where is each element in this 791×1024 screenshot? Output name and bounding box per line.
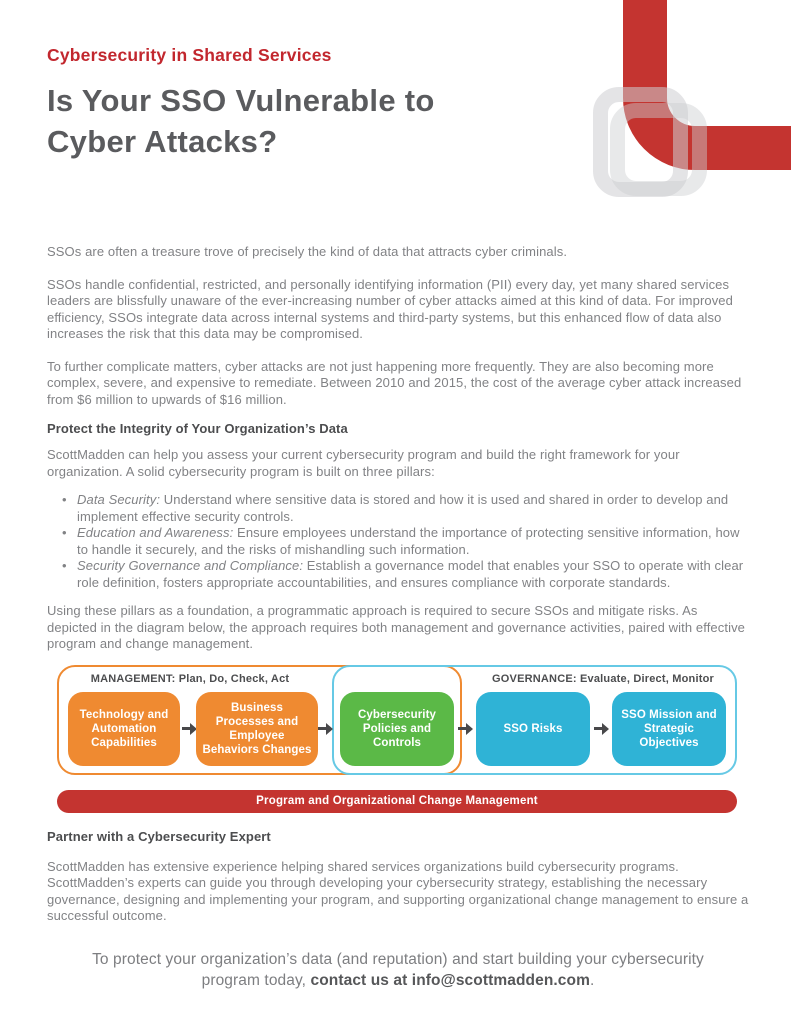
call-to-action xyxy=(68,949,728,991)
list-item xyxy=(62,558,750,591)
bullet-marker: • xyxy=(62,558,67,573)
list-item xyxy=(62,525,750,558)
arrow-right-icon xyxy=(594,727,602,730)
management-zone-label: MANAGEMENT: Plan, Do, Check, Act xyxy=(90,672,290,685)
diagram-box-business-processes: Business Processes and Employee Behaviors Changes xyxy=(196,692,318,766)
diagram-box-sso-mission: SSO Mission and Strategic Objectives xyxy=(612,692,726,766)
list-item xyxy=(62,492,750,525)
bullet-marker: • xyxy=(62,525,67,540)
arrow-right-icon xyxy=(318,727,326,730)
body-paragraph: ScottMadden has extensive experience helping shared services organizations build cybersecurity programs. ScottMadden’s experts can guide you through developing your cybersecurity strategy, establishing the necessary governance, designing and implementing your program, and supporting organizational change management to ensure a successful outcome. xyxy=(47,858,749,923)
pillars-list xyxy=(62,492,750,591)
list-item-body: Ensure employees understand the importance of protecting sensitive information, how to handle it securely, and the risks of mishandling such information. xyxy=(77,525,740,557)
body-paragraph: SSOs handle confidential, restricted, and personally identifying information (PII) every day, yet many shared services leaders are blissfully unaware of the ever-increasing number of cyber attacks aimed at this kind of data. For improved efficiency, SSOs integrate data across internal systems and third-party systems, but this enhanced flow of data also increases the risk that this data may be compromised. xyxy=(47,276,733,341)
bullet-marker: • xyxy=(62,492,67,507)
section-heading-protect: Protect the Integrity of Your Organization’s Data xyxy=(47,421,348,436)
governance-zone-label: GOVERNANCE: Evaluate, Direct, Monitor xyxy=(492,672,714,685)
list-item-text xyxy=(77,525,750,558)
body-paragraph: To further complicate matters, cyber attacks are not just happening more frequently. They are also becoming more complex, severe, and expensive to remediate. Between 2010 and 2015, the cost of the average cyber attack increased from $6 million to upwards of $16 million. xyxy=(47,358,742,407)
arrow-right-icon xyxy=(458,727,466,730)
management-governance-diagram xyxy=(57,665,737,775)
list-item-text xyxy=(77,492,750,525)
list-item-text xyxy=(77,558,750,591)
change-management-bar: Program and Organizational Change Management xyxy=(57,790,737,813)
page-title xyxy=(47,80,749,162)
list-item-lead: Data Security: xyxy=(77,492,161,507)
body-paragraph: Using these pillars as a foundation, a programmatic approach is required to secure SSOs and mitigate risks. As depicted in the diagram below, the approach requires both management and governance activities, paired with effective program and change management. xyxy=(47,603,745,651)
arrow-right-icon xyxy=(182,727,190,730)
body-paragraph: ScottMadden can help you assess your current cybersecurity program and build the right framework for your organization. A solid cybersecurity program is built on three pillars: xyxy=(47,447,680,479)
title-line-2: Cyber Attacks? xyxy=(47,124,278,159)
title-line-1: Is Your SSO Vulnerable to xyxy=(47,83,435,118)
section-heading-partner: Partner with a Cybersecurity Expert xyxy=(47,828,271,844)
cta-text: To protect your organization’s data (and reputation) and start building your cybersecurity program today, xyxy=(92,950,704,989)
cta-contact-email: contact us at info@scottmadden.com xyxy=(310,971,590,989)
list-item-lead: Security Governance and Compliance: xyxy=(77,558,304,573)
eyebrow-heading: Cybersecurity in Shared Services xyxy=(47,45,332,65)
diagram-box-technology: Technology and Automation Capabilities xyxy=(68,692,180,766)
list-item-lead: Education and Awareness: xyxy=(77,525,234,540)
diagram-box-sso-risks: SSO Risks xyxy=(476,692,590,766)
body-paragraph: SSOs are often a treasure trove of precisely the kind of data that attracts cyber criminals. xyxy=(47,244,568,259)
list-item-body: Understand where sensitive data is stored and how it is used and shared in order to develop and implement effective security controls. xyxy=(77,492,729,524)
cta-period: . xyxy=(589,971,595,989)
list-item-body: Establish a governance model that enables your SSO to operate with clear role definition, fosters appropriate accountabilities, and ensures compliance with corporate standards. xyxy=(77,558,744,590)
diagram-box-cybersecurity-policies: Cybersecurity Policies and Controls xyxy=(340,692,454,766)
